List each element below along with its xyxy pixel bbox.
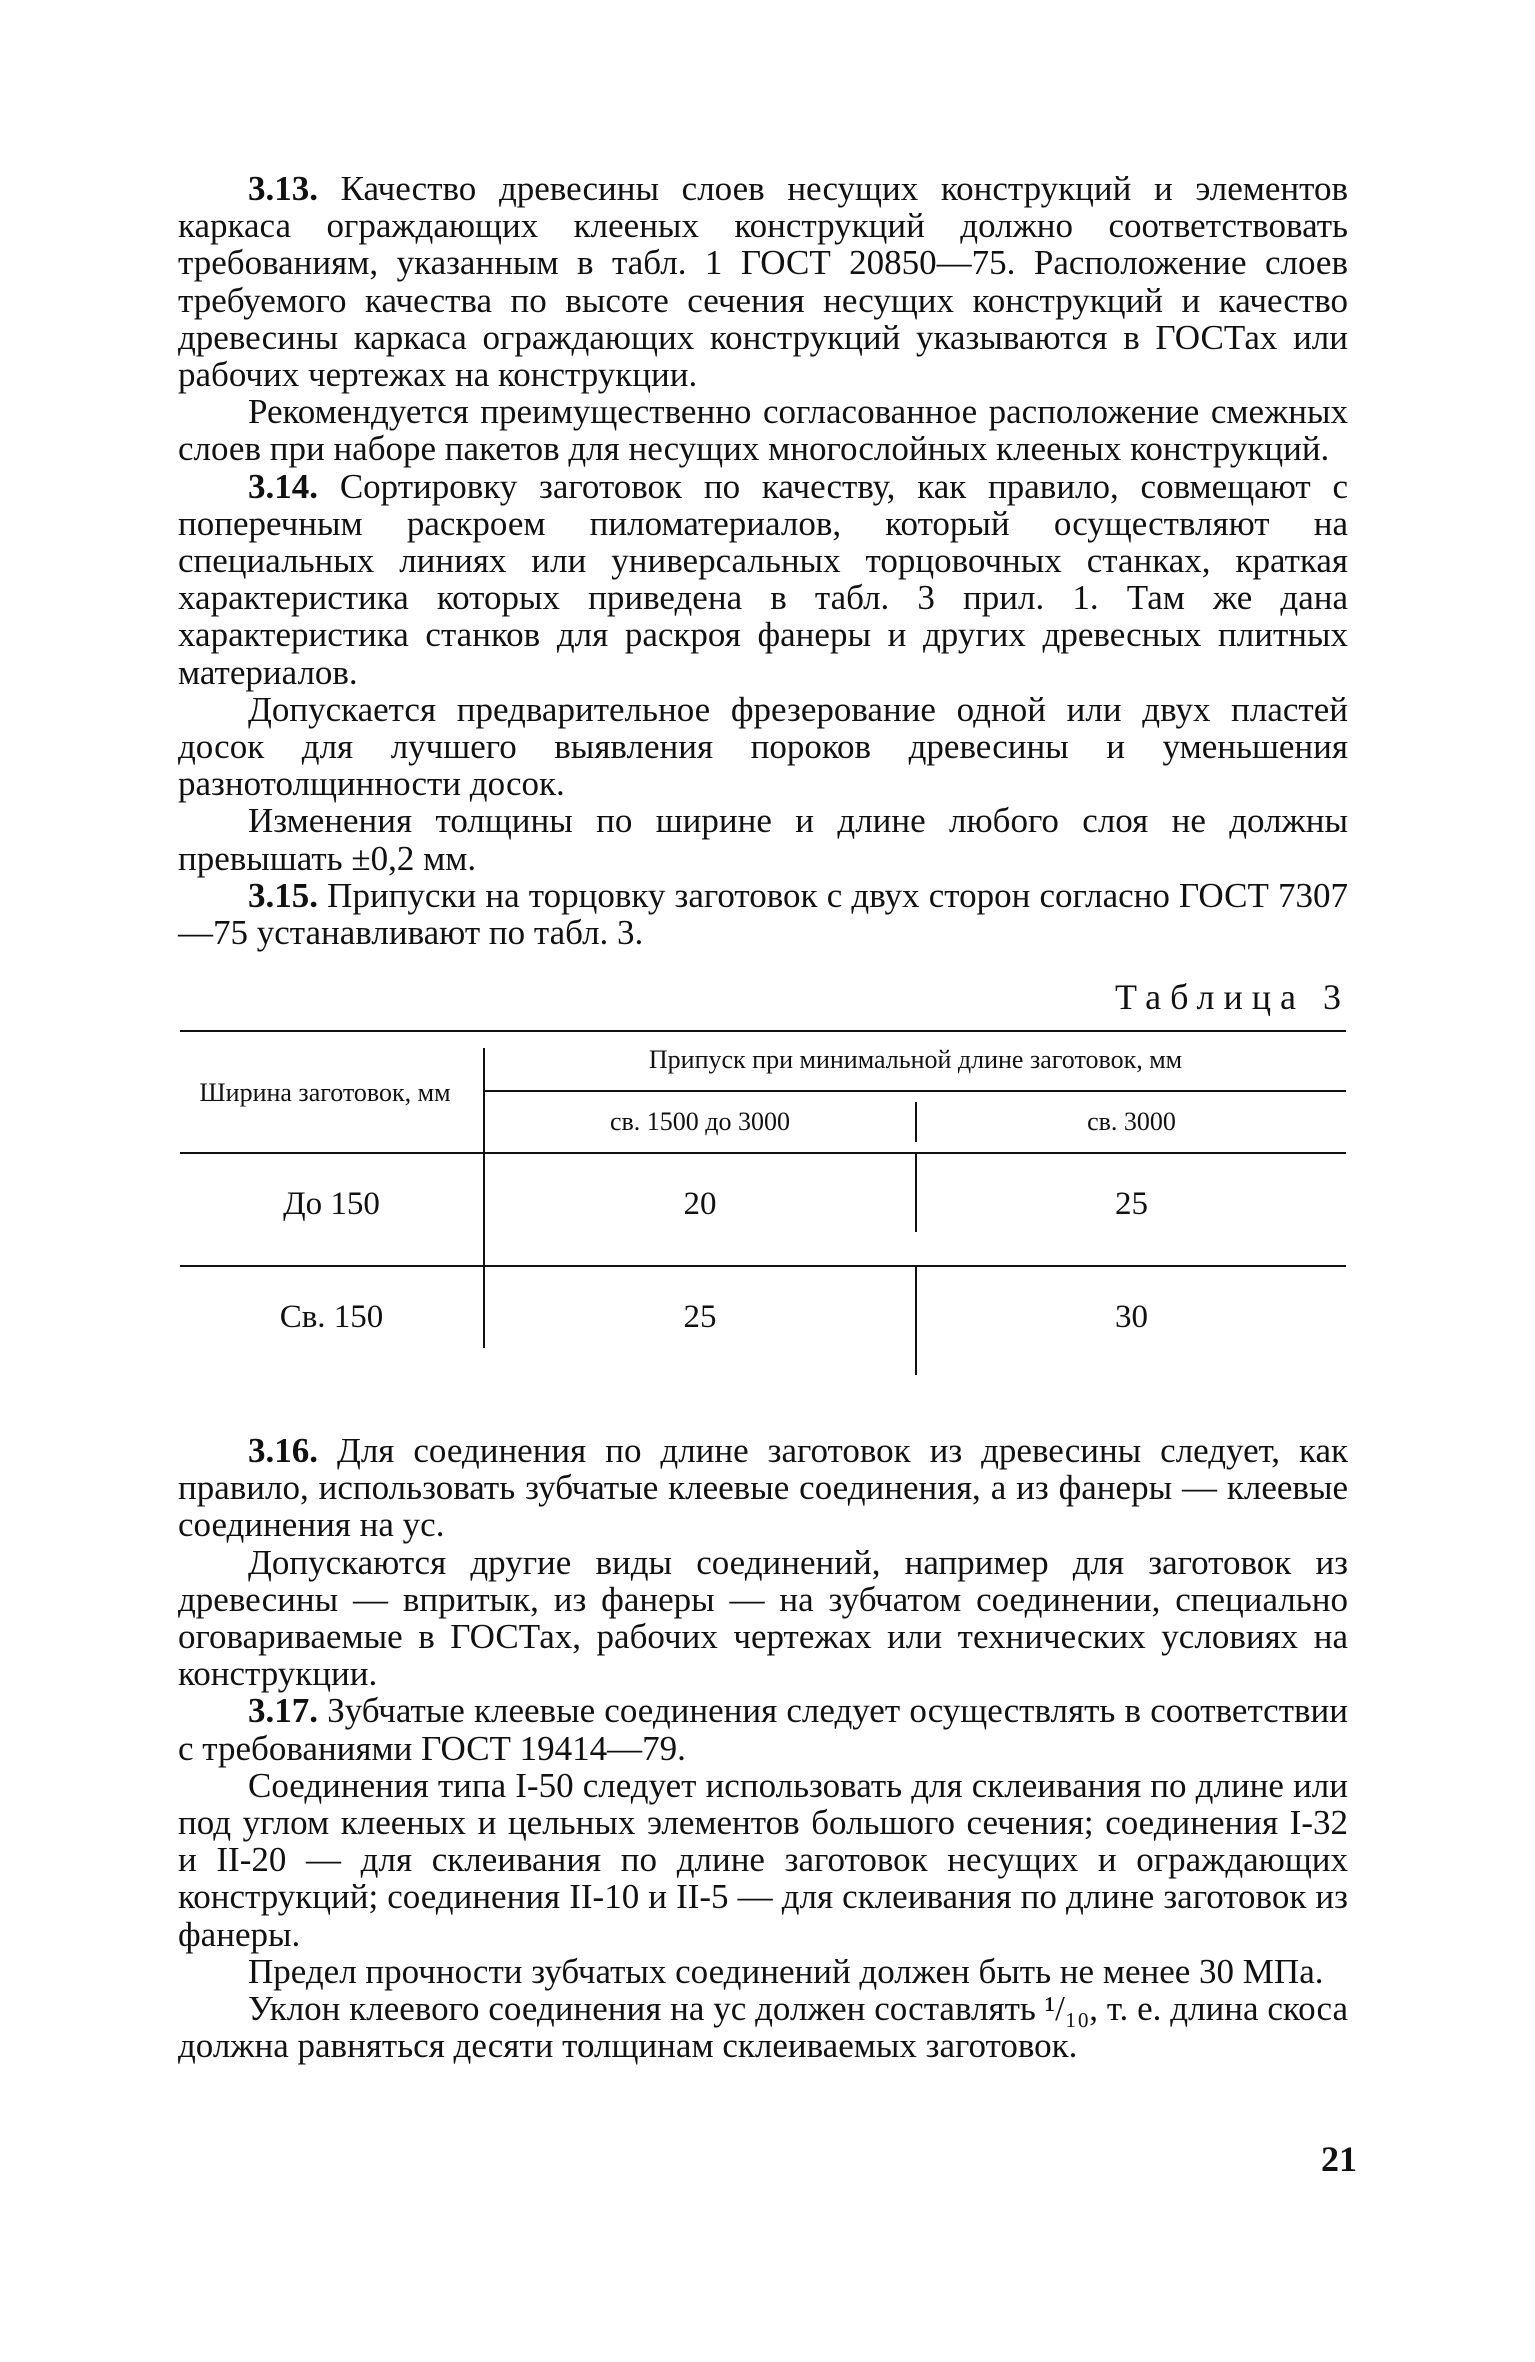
paragraph [178,1990,1348,2064]
paragraph-3-16 [178,1432,1348,1544]
allowance-table [180,1030,1346,1370]
paragraph-text: Допускаются другие виды соединений, например для заготовок из древесины — впритык, из фанеры — на зубчатом соединении, специально оговариваемые в ГОСТах, рабочих чертежах или технических условиях на конструкции. [178,1542,1348,1694]
paragraph-text: Рекомендуется преимущественно согласованное расположение смежных слоев при наборе пакетов для несущих многослойных клееных конструкций. [178,392,1348,469]
paragraph-3-17 [178,1692,1348,1766]
paragraph [178,802,1348,876]
table-cell-width: Св. 150 [279,1298,384,1335]
paragraph [178,1767,1348,1953]
paragraph-3-15 [178,877,1348,951]
section-number: 3.15. [248,875,318,915]
paragraph-3-14 [178,468,1348,691]
table-cell-width: До 150 [283,1185,380,1222]
paragraph-text: Сортировку заготовок по качеству, как правило, совмещают с поперечным раскроем пиломатериалов, который осуществляют на специальных линиях или универсальных торцовочных станках, краткая характеристика которых приведена в табл. 3 прил. 1. Там же дана характеристика станков для раскроя фанеры и других древесных плитных материалов. [178,466,1349,692]
paragraph-text: Допускается предварительное фрезерование одной или двух пластей досок для лучшего выявления пороков древесины и уменьшения разнотолщинности досок. [178,689,1348,804]
paragraph-text: Предел прочности зубчатых соединений должен быть не менее 30 МПа. [248,1951,1324,1991]
paragraph [178,691,1348,803]
section-number: 3.13. [248,169,318,208]
paragraph [178,1544,1348,1693]
header-1500-3000: св. 1500 до 3000 [609,1107,791,1136]
table-cell-value: 20 [683,1185,717,1222]
table-cell-value: 25 [1115,1185,1148,1222]
paragraph-text: Уклон клеевого соединения на ус должен составлять ¹/₁₀, т. е. длина скоса должна равняться десяти толщинам склеиваемых заготовок. [178,1989,1348,2066]
paragraph-text: Припуски на торцовку заготовок с двух сторон согласно ГОСТ 7307—75 устанавливают по табл. 3. [178,875,1348,953]
paragraph [178,393,1348,467]
section-number: 3.16. [248,1431,318,1470]
table-caption: Таблица 3 [1115,977,1350,1017]
paragraph-text: Качество древесины слоев несущих конструкций и элементов каркаса ограждающих клееных конструкций должно соответствовать требованиям, указанным в табл. 1 ГОСТ 20850—75. Расположение слоев требуемого качества по высоте сечения несущих конструкций и качество древесины каркаса ограждающих конструкций указываются в ГОСТах или рабочих чертежах на конструкции. [178,169,1348,395]
paragraph-text: Соединения типа I-50 следует использовать для склеивания по длине или под углом клееных и цельных элементов большого сечения; соединения I-32 и II-20 — для склеивания по длине заготовок несущих и ограждающих конструкций; соединения II-10 и II-5 — для склеивания по длине заготовок из фанеры. [178,1765,1348,1954]
section-number: 3.17. [248,1691,318,1731]
paragraph-text: Для соединения по длине заготовок из древесины следует, как правило, использовать зубчатые клеевые соединения, а из фанеры — клеевые соединения на ус. [178,1431,1348,1545]
header-width: Ширина заготовок, мм [199,1078,451,1107]
text-block-bottom [178,1432,1348,2064]
table-cell-value: 30 [1115,1298,1148,1335]
section-number: 3.14. [248,466,318,506]
text-block-top [178,170,1348,951]
paragraph [178,1953,1348,1990]
header-over-3000: св. 3000 [1087,1107,1176,1136]
paragraph-3-13 [178,170,1348,393]
header-allowance-group: Припуск при минимальной длине заготовок, мм [648,1045,1183,1074]
paragraph-text: Изменения толщины по ширине и длине любого слоя не должны превышать ±0,2 мм. [178,801,1348,878]
paragraph-text: Зубчатые клеевые соединения следует осуществлять в соответствии с требованиями ГОСТ 19414—79. [178,1691,1348,1768]
page-number: 21 [1321,2139,1357,2179]
table-cell-value: 25 [683,1298,717,1335]
